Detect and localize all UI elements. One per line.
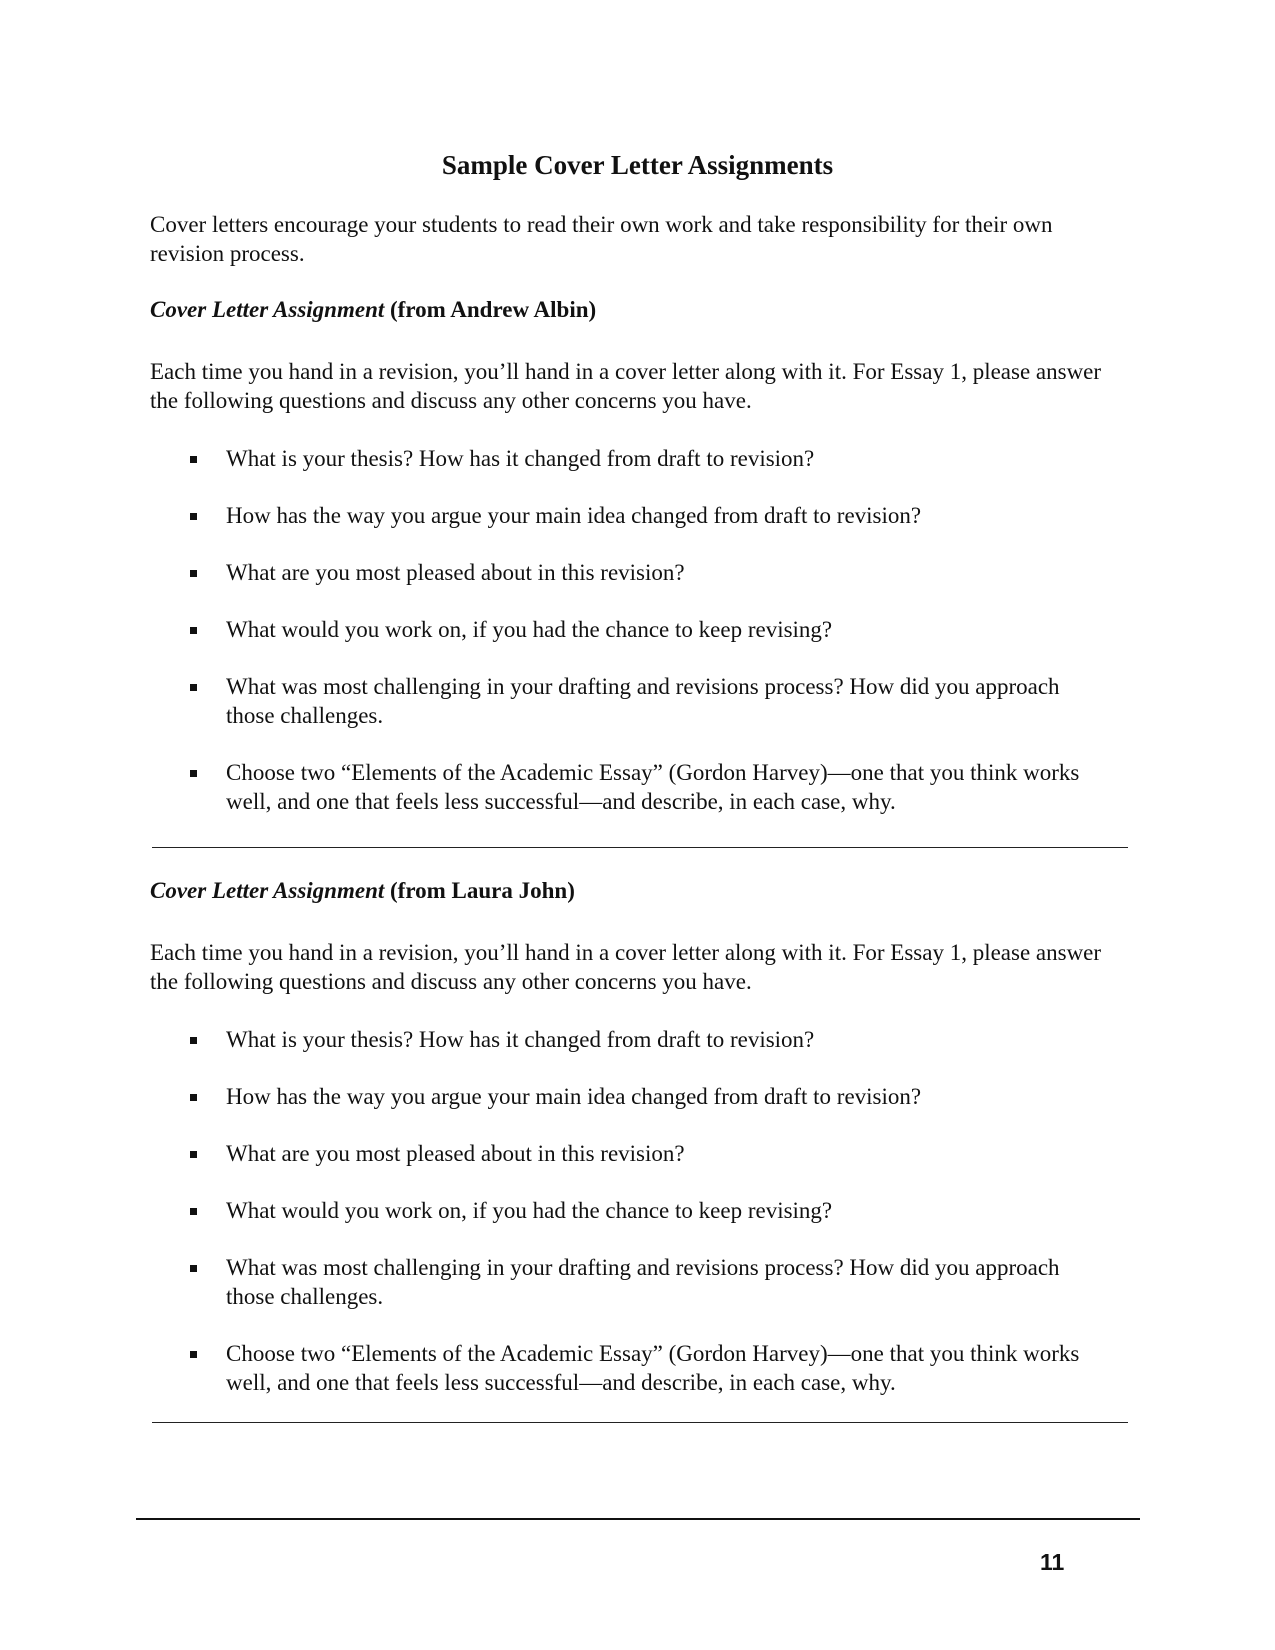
question-list: [150, 444, 1130, 816]
bullet-square-icon: [190, 627, 197, 634]
question-text: What was most challenging in your drafting and revisions process? How did you approach those challenges.: [226, 674, 1060, 728]
list-item: [150, 1139, 1086, 1168]
section-heading-italic: Cover Letter Assignment: [150, 878, 385, 903]
intro-paragraph: Cover letters encourage your students to read their own work and take responsibility for their own revision process.: [150, 212, 1053, 266]
bullet-square-icon: [190, 456, 197, 463]
question-text: What is your thesis? How has it changed from draft to revision?: [226, 1027, 815, 1052]
bullet-square-icon: [190, 1265, 197, 1272]
question-list: [150, 1025, 1130, 1397]
bullet-square-icon: [190, 570, 197, 577]
section-divider: [152, 847, 1128, 848]
question-text: What is your thesis? How has it changed from draft to revision?: [226, 446, 815, 471]
list-item: [150, 758, 1086, 816]
page-title: Sample Cover Letter Assignments: [441, 150, 834, 180]
list-item: [150, 1196, 1086, 1225]
list-item: [150, 1025, 1086, 1054]
bullet-square-icon: [190, 1094, 197, 1101]
question-text: Choose two “Elements of the Academic Essay” (Gordon Harvey)—one that you think works well, and one that feels less successful—and describe, in each case, why.: [226, 760, 1080, 814]
section-heading-italic: Cover Letter Assignment: [150, 297, 385, 322]
page-number: 11: [1040, 1549, 1065, 1575]
section-heading: [150, 876, 1130, 905]
bullet-square-icon: [190, 684, 197, 691]
question-text: How has the way you argue your main idea changed from draft to revision?: [226, 1084, 922, 1109]
list-item: [150, 1339, 1086, 1397]
question-text: What are you most pleased about in this revision?: [226, 560, 685, 585]
list-item: [150, 444, 1086, 473]
question-text: What was most challenging in your drafting and revisions process? How did you approach those challenges.: [226, 1255, 1060, 1309]
bullet-square-icon: [190, 1208, 197, 1215]
section-heading-author: (from Andrew Albin): [384, 297, 597, 322]
question-text: Choose two “Elements of the Academic Essay” (Gordon Harvey)—one that you think works well, and one that feels less successful—and describe, in each case, why.: [226, 1341, 1080, 1395]
list-item: [150, 672, 1086, 730]
bullet-square-icon: [190, 1037, 197, 1044]
section-divider: [152, 1422, 1128, 1423]
bullet-square-icon: [190, 513, 197, 520]
section-body: Each time you hand in a revision, you’ll hand in a cover letter along with it. For Essay 1, please answer the following questions and discuss any other concerns you have.: [150, 940, 1102, 994]
section-andrew-albin: [150, 295, 1130, 816]
list-item: [150, 615, 1086, 644]
section-body: Each time you hand in a revision, you’ll hand in a cover letter along with it. For Essay 1, please answer the following questions and discuss any other concerns you have.: [150, 359, 1102, 413]
section-heading-author: (from Laura John): [384, 878, 575, 903]
footer-rule: [136, 1518, 1140, 1520]
section-laura-john: [150, 876, 1130, 1397]
question-text: What would you work on, if you had the chance to keep revising?: [226, 1198, 833, 1223]
question-text: What would you work on, if you had the chance to keep revising?: [226, 617, 833, 642]
list-item: [150, 501, 1086, 530]
list-item: [150, 1253, 1086, 1311]
list-item: [150, 558, 1086, 587]
question-text: How has the way you argue your main idea changed from draft to revision?: [226, 503, 922, 528]
bullet-square-icon: [190, 770, 197, 777]
bullet-square-icon: [190, 1351, 197, 1358]
section-heading: [150, 295, 1130, 324]
question-text: What are you most pleased about in this revision?: [226, 1141, 685, 1166]
list-item: [150, 1082, 1086, 1111]
bullet-square-icon: [190, 1151, 197, 1158]
